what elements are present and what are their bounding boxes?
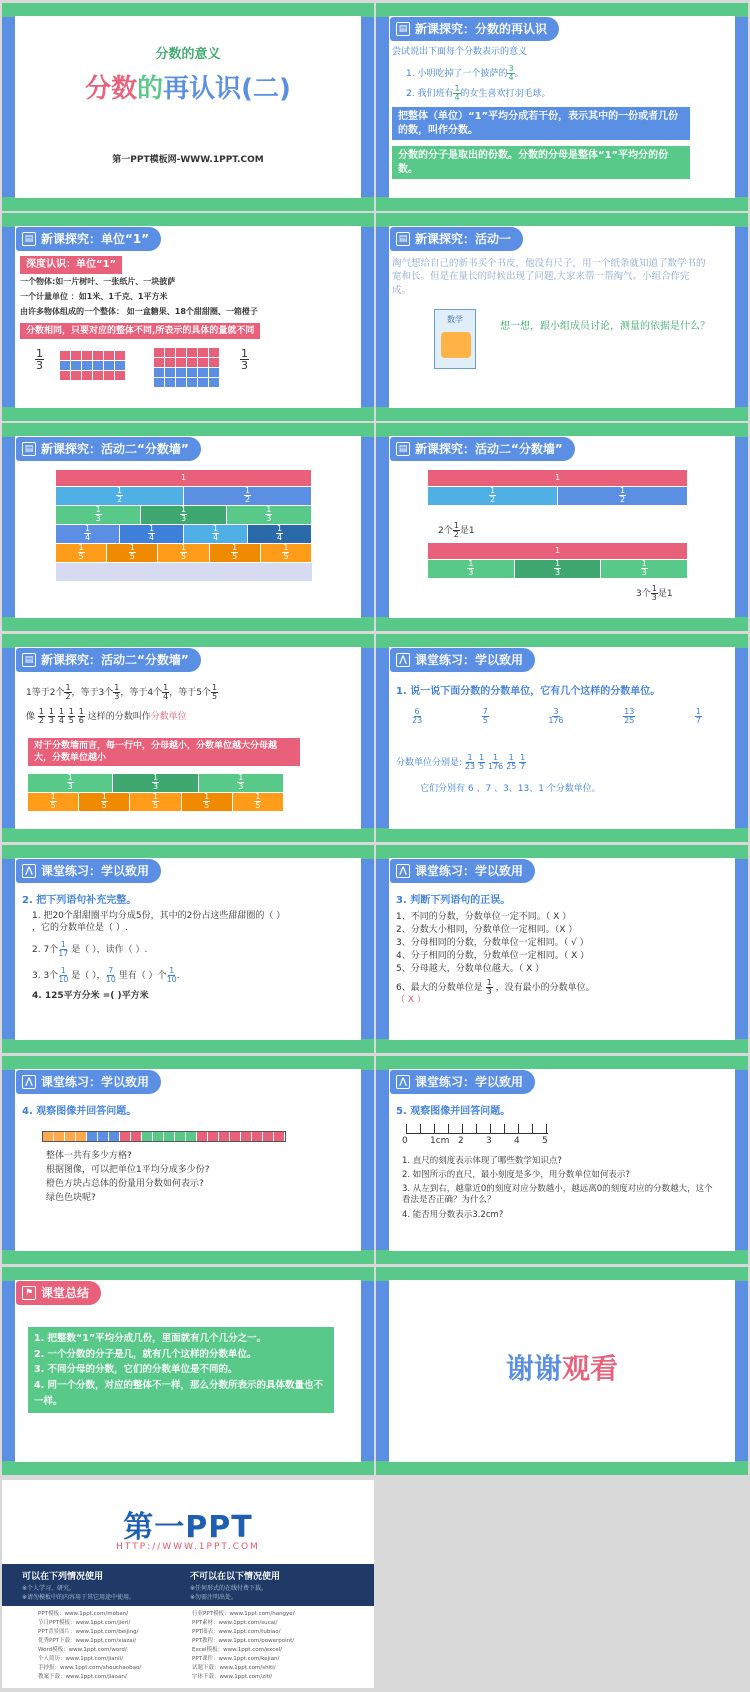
ad-link[interactable]: 教案下载：www.1ppt.com/jiaoan/ [38, 1674, 127, 1680]
color-bar [42, 1131, 286, 1142]
ad-slide [2, 1480, 374, 1688]
grid-cell [60, 361, 70, 370]
wall-cell: $\frac{1}{5}$ [158, 544, 209, 562]
slide-practice-2 [2, 845, 374, 1053]
wall-row-5 [56, 544, 312, 562]
judge-3: 3、分母相同的分数，分数单位一定相同。（ √ ） [396, 938, 589, 948]
grid-cell [82, 371, 92, 380]
intro-text: 尝试说出下面每个分数表示的意义 [392, 47, 528, 57]
grid-left [60, 351, 125, 380]
line-1: 1. 把20个甜甜圈平均分成5份，其中的2份占这些甜甜圈的（ ） [32, 911, 286, 921]
math-book-image: 数学 [434, 309, 476, 369]
bar-cell [197, 1132, 208, 1141]
logo: 第一PPT [123, 1510, 253, 1545]
slide-fraction-wall-2 [376, 423, 748, 631]
slide-header: ⚑ 课堂总结 [16, 1281, 101, 1305]
grid-cell [104, 361, 114, 370]
grid-cell [165, 368, 175, 377]
slide-practice-4 [2, 1056, 374, 1264]
slide-header: ⋀ 课堂练习：学以致用 [16, 1070, 161, 1094]
grid-cell [93, 371, 103, 380]
fraction-left: $\frac{1}{3}$ [36, 347, 43, 372]
grid-cell [93, 361, 103, 370]
wall-cell: $\frac{1}{5}$ [28, 793, 79, 811]
grid-cell [82, 361, 92, 370]
wall-fifths [28, 793, 284, 811]
grid-cell [187, 358, 197, 367]
ruler-label: 1cm [430, 1136, 450, 1146]
line-2: 一个计量单位 ：如1米、1千克、1平方米 [20, 292, 168, 301]
ad-link[interactable]: PPT教程：www.1ppt.com/powerpoint/ [192, 1638, 295, 1644]
grid-cell [165, 358, 175, 367]
fraction: $\frac{1}{7}$ [695, 707, 701, 725]
bar-cell [175, 1132, 186, 1141]
wall-cell: $\frac{1}{3}$ [56, 506, 141, 524]
slide-fraction-unit [2, 634, 374, 842]
answer: 它们分别有 6 、7 、3、13、1 个分数单位。 [420, 784, 601, 794]
wall-cell: $\frac{1}{5}$ [107, 544, 158, 562]
slide-header: ⋀ 课堂练习：学以致用 [390, 1070, 535, 1094]
compass-icon: ⋀ [22, 1075, 36, 1089]
slide-meaning [376, 3, 748, 211]
grid-cell [154, 348, 164, 357]
grid-cell [71, 371, 81, 380]
wall-one-b: 1 [428, 543, 688, 559]
slide-header: ▤ 新课探究：活动二“分数墙” [16, 648, 201, 672]
compass-icon: ⋀ [22, 864, 36, 878]
grid-cell [154, 358, 164, 367]
wall-cell: $\frac{1}{5}$ [261, 544, 312, 562]
wall-cell: $\frac{1}{3}$ [227, 506, 312, 524]
book-icon: ▤ [396, 22, 410, 36]
ad-link[interactable]: Excel模板：www.1ppt.com/excel/ [192, 1647, 283, 1653]
compass-icon: ⋀ [396, 653, 410, 667]
grid-cell [187, 378, 197, 387]
grid-cell [93, 351, 103, 360]
ruler-label: 0 [402, 1136, 408, 1146]
judge-1: 1、不同的分数，分数单位一定不同。（ X ） [396, 912, 572, 922]
slide-practice-5 [376, 1056, 748, 1264]
grid-cell [187, 348, 197, 357]
bar-cell [98, 1132, 109, 1141]
grid-cell [198, 348, 208, 357]
bar-cell [54, 1132, 65, 1141]
grid-cell [187, 368, 197, 377]
ruler-label: 2 [458, 1136, 464, 1146]
grid-cell [60, 351, 70, 360]
wall-cell: $\frac{1}{3}$ [428, 560, 515, 578]
wall-row-empty [56, 563, 312, 581]
story-text: 淘气想给自己的新书买个书皮，他没有尺子，用一个纸条就知道了数学书的宽和长。但是在量长的时候出现了问题,大家来帮一帮淘气。小组合作完成。 [392, 258, 706, 296]
grid-cell [209, 368, 219, 377]
ad-link[interactable]: PPT图表：www.1ppt.com/tubiao/ [192, 1629, 281, 1635]
ad-link[interactable]: 优秀PPT下载：www.1ppt.com/xiazai/ [38, 1638, 137, 1644]
q-line-2: 2. 如图所示的直尺，最小刻度是多少，用分数单位如何表示? [402, 1170, 630, 1180]
slide-header: ▤ 新课探究：活动二“分数墙” [16, 437, 201, 461]
slide-header: ▤ 新课探究：分数的再认识 [390, 17, 559, 41]
slide-header: ▤ 新课探究：活动一 [390, 227, 523, 251]
wall-cell: $\frac{1}{2}$ [558, 487, 688, 505]
grid-cell [154, 378, 164, 387]
ruler-labels [402, 1136, 552, 1148]
question-text: 想一想，跟小组成员讨论，测量的依据是什么？ [500, 321, 710, 332]
fraction: $\frac{6}{23}$ [412, 707, 423, 725]
slide-fraction-wall [2, 423, 374, 631]
q-line-4: 绿色色块呢? [46, 1193, 96, 1203]
grid-cell [71, 361, 81, 370]
wall-cell: $\frac{1}{4}$ [184, 525, 248, 543]
grid-cell [165, 348, 175, 357]
links-right[interactable] [192, 1610, 295, 1682]
bar-cell [208, 1132, 219, 1141]
label-thirds: 3个 $\frac{1}{3}$ 是1 [636, 584, 673, 602]
book-icon: ▤ [22, 653, 36, 667]
q-line-2: 根据图像，可以把单位1平均分成多少份? [46, 1165, 210, 1175]
q-line-3: 3. 从左到右，越靠近0的刻度对应分数越小，越远离0的刻度对应的分数越大，这个看法是否正确？为什么？ [402, 1184, 713, 1205]
grid-cell [115, 371, 125, 380]
bar-cell [252, 1132, 263, 1141]
question: 3. 判断下列语句的正误。 [396, 895, 511, 906]
slide-header: ▤ 新课探究：活动二“分数墙” [390, 437, 575, 461]
grid-cell [176, 348, 186, 357]
compass-icon: ⋀ [396, 1075, 410, 1089]
grid-cell [209, 348, 219, 357]
grid-right [154, 348, 219, 387]
line-1: 一个物体:如一片树叶、一张纸片、一块披萨 [20, 277, 176, 286]
ruler-label: 5 [542, 1136, 548, 1146]
item-2: 2. 我们班有 $\frac{1}{4}$ 的女生喜欢打羽毛球。 [406, 84, 551, 102]
ad-link[interactable]: Word模板：www.1ppt.com/word/ [38, 1647, 127, 1653]
grid-cell [198, 378, 208, 387]
wall-cell: $\frac{1}{3}$ [113, 774, 198, 792]
wall-cell: $\frac{1}{4}$ [56, 525, 120, 543]
ad-link[interactable]: 手抄报：www.1ppt.com/shouchaobao/ [38, 1665, 142, 1671]
wall-cell: $\frac{1}{2}$ [428, 487, 558, 505]
question: 2. 把下列语句补充完整。 [22, 895, 137, 906]
slide-title [2, 3, 374, 211]
judge-5: 5、分母越大，分数单位越大。（ X ） [396, 964, 545, 974]
wall-cell: $\frac{1}{3}$ [601, 560, 688, 578]
ad-link[interactable]: PPT模板：www.1ppt.com/moban/ [38, 1611, 129, 1617]
book-icon: ▤ [22, 442, 36, 456]
line-4: 4. 125平方分米 =( )平方米 [32, 991, 149, 1001]
line-2: 2. 7个 $\frac{1}{17}$ 是（ ），读作（ ）. [32, 940, 148, 958]
judge-4: 4、分子相同的分数，分数单位一定相同。（ X ） [396, 951, 590, 961]
grid-cell [104, 371, 114, 380]
grid-cell [115, 351, 125, 360]
slide-header: ⋀ 课堂练习：学以致用 [390, 859, 535, 883]
bar-cell [153, 1132, 164, 1141]
wall-cell: $\frac{1}{5}$ [182, 793, 233, 811]
bar-cell [142, 1132, 153, 1141]
fraction: $\frac{3}{176}$ [548, 707, 564, 725]
wall-cell: $\frac{1}{3}$ [199, 774, 284, 792]
fraction-right: $\frac{1}{3}$ [241, 347, 248, 372]
grid-cell [198, 358, 208, 367]
judge-2: 2、分数大小相同，分数单位一定相同。（X ） [396, 925, 578, 935]
wall-cell: $\frac{1}{5}$ [233, 793, 284, 811]
q-line-1: 1. 直尺的刻度表示体现了哪些数学知识点? [402, 1156, 562, 1166]
unit-line: 像 $\frac{1}{2}$ $\frac{1}{3}$ $\frac{1}{4}$ $\frac{1}{5}$ $\frac{1}{6}$ 这样的分数叫作分数单位 [26, 707, 187, 725]
wall-cell: $\frac{1}{3}$ [141, 506, 226, 524]
wall-thirds [28, 774, 284, 792]
grid-cell [60, 371, 70, 380]
fraction-list [412, 708, 702, 725]
slide-activity-one [376, 213, 748, 421]
unit-line: 分数单位分别是: $\frac{1}{23}$ $\frac{1}{5}$ $\frac{1}{176}$ $\frac{1}{25}$ $\frac{1}{7}$ [396, 753, 526, 771]
grid-cell [198, 368, 208, 377]
wall-thirds [428, 560, 688, 578]
ruler-label: 4 [514, 1136, 520, 1146]
subtitle: 分数的意义 [155, 47, 221, 62]
bar-cell [186, 1132, 197, 1141]
grid-cell [176, 368, 186, 377]
wall-one: 1 [428, 470, 688, 486]
bar-cell [87, 1132, 98, 1141]
grid-cell [176, 358, 186, 367]
grid-cell [165, 378, 175, 387]
ruler-label: 3 [486, 1136, 492, 1146]
grid-cell [104, 351, 114, 360]
numerator-box: 分数的分子是取出的份数。分数的分母是整体“1”平均分的份数。 [392, 146, 690, 179]
book-icon: ▤ [396, 232, 410, 246]
bar-cell [219, 1132, 230, 1141]
definition-box: 把整体（单位）“1”平均分成若干份，表示其中的一份或者几份的数，叫作分数。 [392, 107, 690, 140]
grid-cell [176, 378, 186, 387]
summary-box: 1. 把整数“1”平均分成几份，里面就有几个几分之一。 2. 一个分数的分子是几，就有几个这样的分数单位。 3. 不同分母的分数，它们的分数单位是不同的。 4. 同一个分数，对应的整体不一样，那么分数所表示的具体数量也不一样。 [28, 1327, 334, 1413]
compass-icon: ⋀ [396, 864, 410, 878]
bar-cell [120, 1132, 131, 1141]
line-3: 由许多物体组成的一个整体： 如一盒糖果、18个甜甜圈、一箱橙子 [20, 307, 258, 316]
grid-cell [82, 351, 92, 360]
slide-header: ▤ 新课探究：单位“1” [16, 227, 161, 251]
line-3: 3. 3个 $\frac{1}{10}$ 是（ ）， $\frac{7}{10}$ 里有（ ）个 $\frac{1}{10}$ . [32, 966, 180, 984]
note-box: 对于分数墙而言，每一行中，分母越小，分数单位越大分母越大，分数单位越小 [28, 738, 300, 766]
grid-cell [115, 361, 125, 370]
wall-row-1: 1 [56, 470, 312, 486]
wall-halves [428, 487, 688, 505]
wall-cell: $\frac{1}{5}$ [56, 544, 107, 562]
ad-link[interactable]: 字体下载：www.1ppt.com/ziti/ [192, 1674, 273, 1680]
thanks-text: 谢谢观看 [505, 1352, 619, 1385]
slide-header: ⋀ 课堂练习：学以致用 [390, 648, 535, 672]
bar-cell [76, 1132, 87, 1141]
wall-cell: $\frac{1}{2}$ [184, 487, 312, 505]
bar-cell [230, 1132, 241, 1141]
ad-link[interactable]: 行业PPT模板：www.1ppt.com/hangye/ [192, 1611, 295, 1617]
wall-cell: $\frac{1}{3}$ [28, 774, 113, 792]
bar-cell [164, 1132, 175, 1141]
question: 4. 观察图像并回答问题。 [22, 1106, 137, 1117]
label-halves: 2个 $\frac{1}{2}$ 是1 [438, 521, 475, 539]
q-line-4: 4. 能否用分数表示3.2cm? [402, 1210, 504, 1220]
fraction: $\frac{13}{25}$ [624, 707, 635, 725]
slide-summary [2, 1267, 374, 1475]
ad-link[interactable]: PPT素材：www.1ppt.com/sucai/ [192, 1620, 278, 1626]
source-text: 第一PPT模板网-WWW.1PPT.COM [112, 155, 264, 165]
book-icon: ▤ [396, 442, 410, 456]
site-url[interactable]: HTTP://WWW.1PPT.COM [116, 1542, 260, 1552]
slide-practice-3 [376, 845, 748, 1053]
q-line-3: 橙色方块占总体的份量用分数如何表示? [46, 1179, 204, 1189]
page-title: 分数的再认识(二) [85, 74, 291, 104]
bar-cell [43, 1132, 54, 1141]
judge-6-answer: （ X ） [396, 995, 426, 1005]
slide-unit-one [2, 213, 374, 421]
bar-cell [65, 1132, 76, 1141]
bar-cell [131, 1132, 142, 1141]
grid-cell [154, 368, 164, 377]
judge-6: 6、最大的分数单位是 $\frac{1}{3}$ ，没有最小的分数单位。 [396, 978, 595, 996]
wall-cell: $\frac{1}{4}$ [248, 525, 312, 543]
ruler [406, 1124, 548, 1134]
wall-row-4 [56, 525, 312, 543]
wall-cell: $\frac{1}{5}$ [79, 793, 130, 811]
ad-link[interactable]: 试题下载：www.1ppt.com/shiti/ [192, 1665, 276, 1671]
wall-cell: $\frac{1}{4}$ [120, 525, 184, 543]
bar-cell [263, 1132, 274, 1141]
bar-cell [109, 1132, 120, 1141]
bar-cell [241, 1132, 252, 1141]
wall-cell: $\frac{1}{3}$ [515, 560, 602, 578]
line-1b: ，它的分数单位是（ ）. [32, 923, 128, 933]
ad-link[interactable]: PPT课件：www.1ppt.com/kejian/ [192, 1656, 280, 1662]
wall-cell: $\frac{1}{2}$ [56, 487, 184, 505]
wall-cell: $\frac{1}{5}$ [210, 544, 261, 562]
bar-cell [274, 1132, 285, 1141]
question: 1. 说一说下面分数的分数单位，它有几个这样的分数单位。 [396, 686, 661, 697]
wall-cell: $\frac{1}{5}$ [130, 793, 181, 811]
grid-cell [71, 351, 81, 360]
links-left[interactable] [38, 1610, 141, 1682]
book-icon: ▤ [22, 232, 36, 246]
note-box: 分数相同，只要对应的整体不同,所表示的具体的量就不同 [20, 323, 260, 339]
ad-link[interactable]: PPT背景图片：www.1ppt.com/beijing/ [38, 1629, 139, 1635]
ad-link[interactable]: 个人简历：www.1ppt.com/jianli/ [38, 1656, 124, 1662]
tag: 深度认识：单位“1” [20, 256, 122, 274]
slide-thanks [376, 1267, 748, 1475]
slide-header: ⋀ 课堂练习：学以致用 [16, 859, 161, 883]
slide-practice-1 [376, 634, 748, 842]
grid-cell [209, 378, 219, 387]
item-1: 1. 小明吃掉了一个披萨的 $\frac{3}{4}$ 。 [406, 64, 524, 82]
wall-row-2 [56, 487, 312, 505]
ad-link[interactable]: 节日PPT模板：www.1ppt.com/jieri/ [38, 1620, 131, 1626]
q-line-1: 整体一共有多少方格? [46, 1151, 132, 1161]
wall-row-3 [56, 506, 312, 524]
question: 5. 观察图像并回答问题。 [396, 1106, 511, 1117]
grid-cell [209, 358, 219, 367]
usage-panel: 可以在下列情况使用 ※个人学习、研究。 ※请勿模板中的内容用于其它用途中使用。 不可以在以下情况使用 ※任何形式的在线付费下载。 ※勿需注明出处。 PPT模板：www.1ppt.com/moban/ 节日PPT模板：www.1ppt.com/jieri/ PPT背景图片：www.1ppt.com/beijing/ 优秀PPT下载：www.1ppt.com/xiazai/ Word模板：www.1ppt.com/word/ 个人简历：www.1ppt.com/jianli/ 手抄报：www.1ppt.com/shouchaobao/ 教案下载：www.1ppt.com/jiaoan/ 行业PPT模板：www.1ppt.com/hangye/ PPT素材：www.1ppt.com/sucai/ PPT图表：www.1ppt.com/tubiao/ PPT教程：www.1ppt.com/powerpoint/ Excel模板：www.1ppt.com/excel/ PPT课件：www.1ppt.com/kejian/ 试题下载：www.1ppt.com/shiti/ 字体下载：www.1ppt.com/ziti/ [2, 1564, 374, 1688]
flag-icon: ⚑ [22, 1286, 36, 1300]
equal-line: 1等于2个 $\frac{1}{2}$ ，等于3个 $\frac{1}{3}$ ，等于4个 $\frac{1}{4}$ ，等于5个 $\frac{1}{5}$ [26, 683, 218, 701]
fraction: $\frac{7}{5}$ [482, 707, 488, 725]
